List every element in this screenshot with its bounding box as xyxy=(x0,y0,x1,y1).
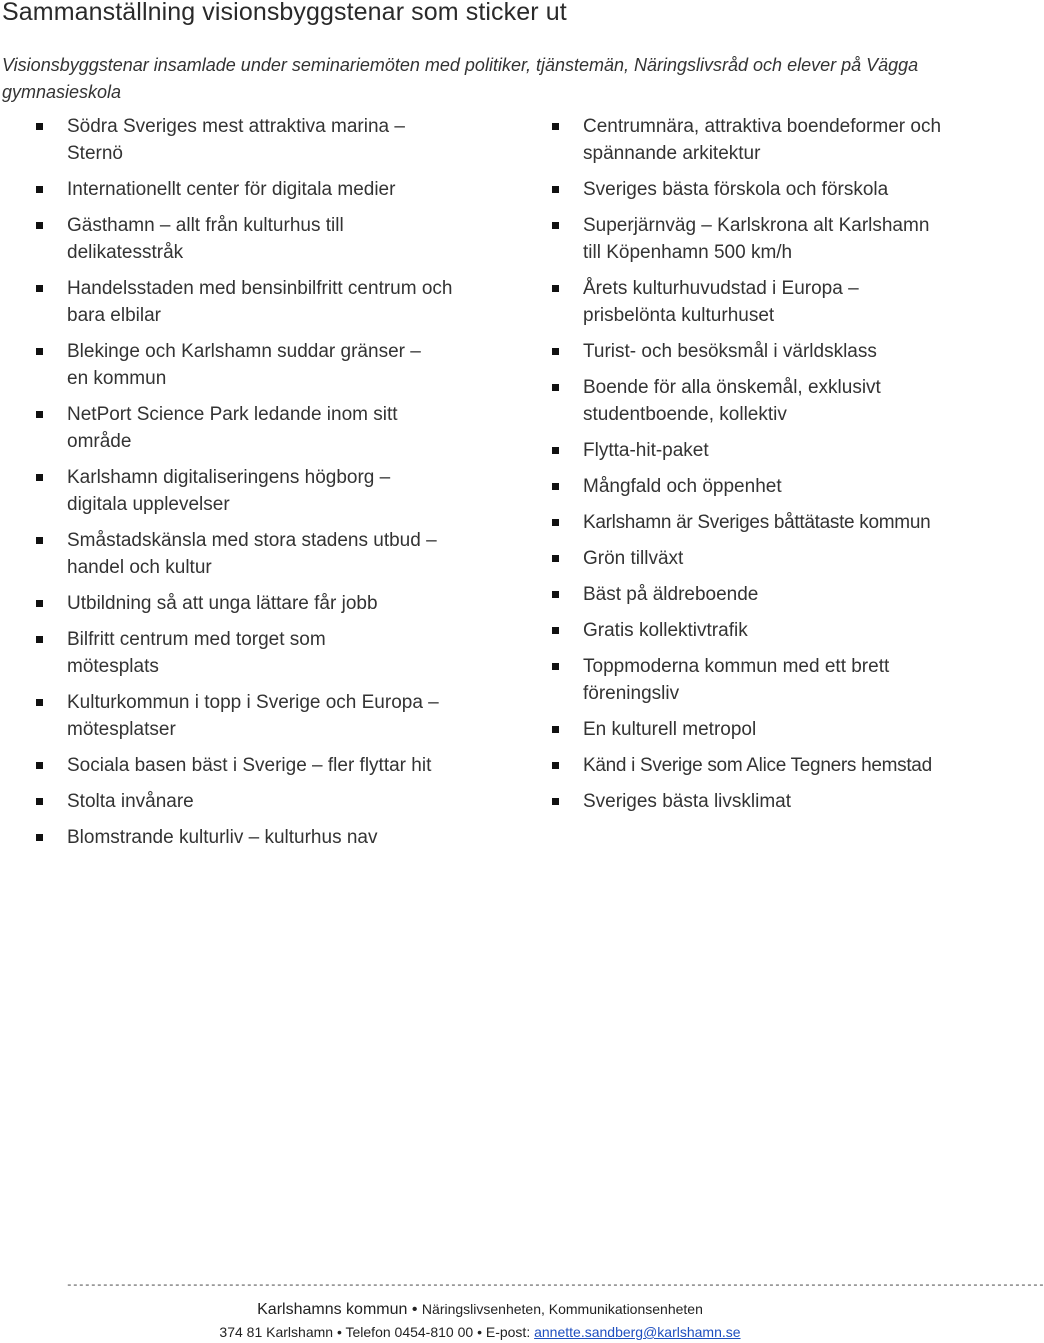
list-item xyxy=(35,824,455,851)
list-item xyxy=(551,788,960,815)
square-bullet-icon xyxy=(36,348,43,355)
square-bullet-icon xyxy=(36,285,43,292)
list-item-text: Karlshamn digitaliseringens högborg – digitala upplevelser xyxy=(67,467,391,515)
list-item xyxy=(551,374,960,428)
footer-separator: • xyxy=(411,1301,418,1318)
list-item-text: Känd i Sverige som Alice Tegners hemstad xyxy=(583,755,932,776)
list-item-text: Södra Sveriges mest attraktiva marina – Sternö xyxy=(67,116,405,164)
list-item-text: Flytta-hit-paket xyxy=(583,440,709,461)
list-item xyxy=(35,626,455,680)
footer-organization-line xyxy=(0,1301,960,1319)
list-item xyxy=(551,212,960,266)
footer-email-label: E-post: xyxy=(485,1324,531,1340)
right-bullet-list xyxy=(551,113,960,824)
square-bullet-icon xyxy=(552,384,559,391)
list-item-text: Blomstrande kulturliv – kulturhus nav xyxy=(67,827,378,848)
square-bullet-icon xyxy=(36,411,43,418)
list-item xyxy=(35,176,455,203)
square-bullet-icon xyxy=(36,798,43,805)
list-item-text: Gratis kollektivtrafik xyxy=(583,620,748,641)
subtitle: Visionsbyggstenar insamlade under seminariemöten med politiker, tjänstemän, Näringslivsråd och elever på Vägga gymnasieskola xyxy=(2,55,919,102)
footer-separator: • xyxy=(336,1324,342,1340)
list-item xyxy=(551,338,960,365)
square-bullet-icon xyxy=(552,726,559,733)
footer-department: Näringslivsenheten, Kommunikationsenheten xyxy=(421,1301,703,1317)
list-item-text: Småstadskänsla med stora stadens utbud – handel och kultur xyxy=(67,530,437,578)
list-item-text: NetPort Science Park ledande inom sitt område xyxy=(67,404,398,452)
square-bullet-icon xyxy=(552,798,559,805)
square-bullet-icon xyxy=(36,537,43,544)
list-item-text: Turist- och besöksmål i världsklass xyxy=(583,341,877,362)
footer-org-name: Karlshamns kommun xyxy=(257,1301,408,1318)
square-bullet-icon xyxy=(36,600,43,607)
list-item xyxy=(35,464,455,518)
list-item-text: Handelsstaden med bensinbilfritt centrum och bara elbilar xyxy=(67,278,453,326)
list-item-text: Sveriges bästa livsklimat xyxy=(583,791,792,812)
list-item xyxy=(551,653,960,707)
list-item xyxy=(35,788,455,815)
list-item-text: Bäst på äldreboende xyxy=(583,584,759,605)
list-item-text: Gästhamn – allt från kulturhus till delikatesstråk xyxy=(67,215,344,263)
list-item-text: Grön tillväxt xyxy=(583,548,684,569)
footer-address: 374 81 Karlshamn xyxy=(219,1324,334,1340)
list-item xyxy=(35,689,455,743)
list-item xyxy=(35,401,455,455)
list-item-text: Sveriges bästa förskola och förskola xyxy=(583,179,889,200)
left-bullet-list xyxy=(35,113,455,860)
list-item xyxy=(551,752,960,779)
list-item xyxy=(35,752,455,779)
square-bullet-icon xyxy=(36,123,43,130)
list-item xyxy=(35,212,455,266)
list-item-text: Blekinge och Karlshamn suddar gränser – en kommun xyxy=(67,341,421,389)
list-item xyxy=(551,581,960,608)
square-bullet-icon xyxy=(552,519,559,526)
list-item-text: Superjärnväg – Karlskrona alt Karlshamn till Köpenhamn 500 km/h xyxy=(583,215,930,263)
list-item xyxy=(35,590,455,617)
square-bullet-icon xyxy=(552,447,559,454)
list-item xyxy=(551,113,960,167)
list-item xyxy=(551,509,960,536)
square-bullet-icon xyxy=(36,762,43,769)
list-item-text: Stolta invånare xyxy=(67,791,194,812)
list-item xyxy=(551,617,960,644)
square-bullet-icon xyxy=(36,699,43,706)
square-bullet-icon xyxy=(36,186,43,193)
square-bullet-icon xyxy=(552,186,559,193)
list-item-text: Bilfritt centrum med torget som mötesplats xyxy=(67,629,326,677)
square-bullet-icon xyxy=(552,222,559,229)
square-bullet-icon xyxy=(36,474,43,481)
page-title: Sammanställning visionsbyggstenar som sticker ut xyxy=(2,0,567,26)
square-bullet-icon xyxy=(36,636,43,643)
list-item-text: Mångfald och öppenhet xyxy=(583,476,782,497)
square-bullet-icon xyxy=(552,483,559,490)
list-item xyxy=(551,473,960,500)
square-bullet-icon xyxy=(36,834,43,841)
footer-email-link[interactable]: annette.sandberg@karlshamn.se xyxy=(534,1324,741,1340)
square-bullet-icon xyxy=(552,123,559,130)
list-item-text: Utbildning så att unga lättare får jobb xyxy=(67,593,378,614)
square-bullet-icon xyxy=(552,591,559,598)
footer-separator: • xyxy=(477,1324,482,1340)
footer-divider: ------------------------------------------------------------------------------------------------------------------------------------------------------------------- xyxy=(66,1280,1044,1292)
list-item-text: Årets kulturhuvudstad i Europa – prisbelönta kulturhuset xyxy=(583,278,859,326)
list-item xyxy=(551,437,960,464)
list-item-text: Karlshamn är Sveriges båttätaste kommun xyxy=(583,512,931,533)
square-bullet-icon xyxy=(552,627,559,634)
footer-phone: Telefon 0454-810 00 xyxy=(345,1324,474,1340)
list-item-text: Toppmoderna kommun med ett brett föreningsliv xyxy=(583,656,890,704)
list-item xyxy=(35,113,455,167)
square-bullet-icon xyxy=(552,348,559,355)
list-item-text: Boende för alla önskemål, exklusivt studentboende, kollektiv xyxy=(583,377,881,425)
footer-contact-line xyxy=(0,1324,960,1340)
list-item-text: Sociala basen bäst i Sverige – fler flyttar hit xyxy=(67,755,432,776)
list-item xyxy=(551,275,960,329)
square-bullet-icon xyxy=(36,222,43,229)
list-item-text: Internationellt center för digitala medier xyxy=(67,179,396,200)
list-item xyxy=(35,338,455,392)
list-item xyxy=(551,545,960,572)
square-bullet-icon xyxy=(552,663,559,670)
list-item xyxy=(551,716,960,743)
square-bullet-icon xyxy=(552,555,559,562)
list-item-text: En kulturell metropol xyxy=(583,719,757,740)
square-bullet-icon xyxy=(552,285,559,292)
list-item xyxy=(551,176,960,203)
list-item xyxy=(35,275,455,329)
list-item xyxy=(35,527,455,581)
list-item-text: Centrumnära, attraktiva boendeformer och spännande arkitektur xyxy=(583,116,942,164)
list-item-text: Kulturkommun i topp i Sverige och Europa – mötesplatser xyxy=(67,692,439,740)
square-bullet-icon xyxy=(552,762,559,769)
